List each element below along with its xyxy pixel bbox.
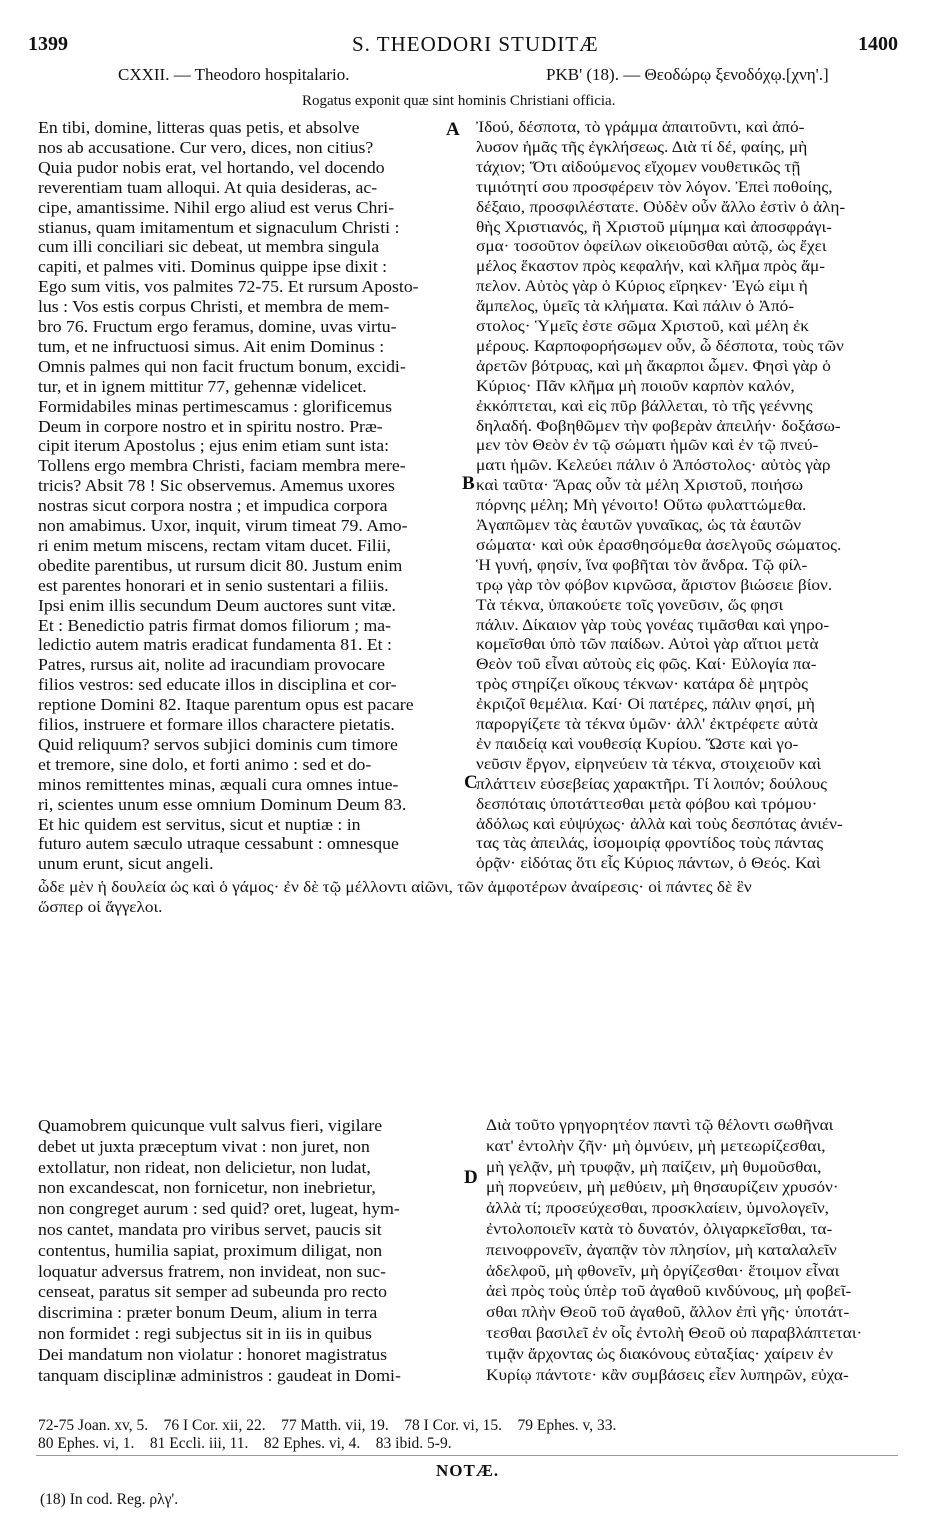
text-line: reptione Domini 82. Itaque parentum opus est pacare bbox=[38, 695, 414, 715]
text-line: reverentiam tuam alloqui. At quia desideras, ac- bbox=[38, 177, 378, 197]
page-number-right: 1400 bbox=[858, 33, 898, 55]
footnote-line: 80 Ephes. vi, 1. 81 Eccli. iii, 11. 82 Ephes. vi, 4. 83 ibid. 5-9. bbox=[38, 1435, 452, 1452]
footnote-rule bbox=[36, 1455, 898, 1456]
text-line: capiti, et palmes viti. Dominus quippe ipse dixit : bbox=[38, 257, 388, 277]
margin-marker-d: D bbox=[464, 1167, 478, 1188]
text-line: Omnis palmes qui non facit fructum bonum, excidi- bbox=[38, 356, 406, 376]
letter-heading-latin: CXXII. — Theodoro hospitalario. bbox=[118, 65, 350, 84]
text-line: cipit iterum Apostolus ; ejus enim etiam sunt ista: bbox=[38, 436, 390, 456]
text-line: καὶ ταῦτα· Ἄρας οὖν τὰ μέλη Χριστοῦ, ποιήσω bbox=[476, 477, 804, 495]
text-line: κατ' ἐντολὴν ζῆν· μὴ ὀμνύειν, μὴ μετεωρίζεσθαι, bbox=[486, 1137, 826, 1155]
text-line: et tremore, sine dolo, et forti animo : sed et do- bbox=[38, 754, 372, 774]
text-line: ἐκριζοῖ θεμέλια. Καί· Οἱ πατέρες, πάλιν φησί, μὴ bbox=[476, 696, 815, 714]
text-line: stianus, quam imitamentum et signaculum Christi : bbox=[38, 217, 400, 237]
text-line: nos ab accusatione. Cur vero, dices, non citius? bbox=[38, 137, 374, 157]
text-line: extollatur, non rideat, non delicietur, non ludat, bbox=[38, 1157, 371, 1177]
text-line: tum, et ne infructuosi simus. Ait enim Dominus : bbox=[38, 336, 385, 356]
text-line: τρὸς στηρίζει οἴκους τέκνων· κατάρα δὲ μητρὸς bbox=[476, 676, 808, 694]
text-line: Tollens ergo membra Christi, faciam membra mere- bbox=[38, 456, 406, 476]
text-line: τας τὰς ἀπειλάς, ἰσομοιρίᾳ φροντίδος τοὺς πάντας bbox=[476, 835, 824, 853]
text-line: Quamobrem quicunque vult salvus fieri, vigilare bbox=[38, 1116, 383, 1135]
text-line: μέλος ἕκαστον πρὸς κεφαλήν, καὶ κλῆμα πρὸς ἄμ- bbox=[476, 258, 826, 276]
text-line: En tibi, domine, litteras quas petis, et absolve bbox=[38, 118, 360, 137]
text-line: παροργίζετε τὰ τέκνα ὑμῶν· ἀλλ' ἐκτρέφετε αὐτὰ bbox=[476, 716, 818, 733]
text-line: Τὰ τέκνα, ὑπακούετε τοῖς γονεῦσιν, ὥς φησι bbox=[476, 596, 784, 614]
text-line: ἀδόλως καὶ εὐψύχως· ἀλλὰ καὶ τοὺς δεσπότας ἀνιέν- bbox=[476, 815, 843, 833]
text-line: debet ut juxta præceptum vivat : non juret, non bbox=[38, 1136, 370, 1156]
text-line: unum erunt, sicut angeli. bbox=[38, 854, 214, 874]
text-line: Quia pudor nobis erat, vel hortando, vel docendo bbox=[38, 157, 385, 177]
text-line: σώματα· καὶ οὐκ ἐρασθησόμεθα ἀσελγοῦς σώματος. bbox=[476, 536, 842, 554]
text-line: Ἡ γυνή, φησίν, ἵνα φοβῆται τὸν ἄνδρα. Τῷ φίλ- bbox=[476, 556, 808, 574]
text-line: nostras sicut corpora nostra ; et impudica corpora bbox=[38, 496, 388, 516]
letter-heading-greek: ΡΚΒ' (18). — Θεοδώρῳ ξενοδόχῳ.[χνη'.] bbox=[546, 65, 829, 84]
page-number-left: 1399 bbox=[28, 33, 68, 55]
text-line: contentus, humilia sapiat, proximum diligat, non bbox=[38, 1240, 383, 1260]
text-line: nos cantet, mandata pro viribus servet, paucis sit bbox=[38, 1220, 382, 1239]
text-line: ἀρετῶν βότρυας, καὶ μὴ ἄκαρποι ὦμεν. Φησὶ γὰρ ὁ bbox=[476, 357, 831, 375]
text-line: λυσον ἡμᾶς τῆς ἐγκλήσεως. Διὰ τί δέ, φαίης, μὴ bbox=[476, 138, 808, 156]
text-line: μεν τὸν Θεὸν ἐν τῷ σώματι ἡμῶν καὶ ἐν τῷ πνεύ- bbox=[476, 437, 819, 455]
letter-summary: Rogatus exponit quæ sint hominis Christiani officia. bbox=[302, 93, 616, 109]
text-line: τάχιον; Ὅτι αἰδούμενος εἴχομεν νουθετικῶς τῇ bbox=[476, 158, 801, 176]
text-line: bro 76. Fructum ergo feramus, domine, uvas virtu- bbox=[38, 317, 397, 336]
text-line: censeat, paratus sit semper ad subeunda pro recto bbox=[38, 1282, 387, 1302]
text-line: minos remittentes minas, æquali cura omnes intue- bbox=[38, 774, 399, 794]
text-line: στολος· Ὑμεῖς ἐστε σῶμα Χριστοῦ, καὶ μέλη ἐκ bbox=[476, 318, 809, 335]
text-line: Dei mandatum non violatur : honoret magistratus bbox=[38, 1344, 388, 1364]
text-line: discrimina : præter bonum Deum, alium in terra bbox=[38, 1303, 378, 1323]
running-title: S. THEODORI STUDITÆ bbox=[352, 32, 599, 56]
note-text: (18) In cod. Reg. ρλγ'. bbox=[40, 1491, 179, 1508]
text-line: Quid reliquum? servos subjici dominis cum timore bbox=[38, 734, 398, 754]
text-line: τιμᾷν ἄρχοντας ὡς διακόνους εὐταξίας· χαίρειν ἐν bbox=[486, 1345, 834, 1363]
text-line: θὴς Χριστιανός, ἢ Χριστοῦ μίμημα καὶ ἀποσφράγι- bbox=[476, 218, 832, 236]
text-line: futuro autem sæculo utraque cessabunt : omnesque bbox=[38, 834, 399, 854]
footnote-line: 72-75 Joan. xv, 5. 76 I Cor. xii, 22. 77 Matth. vii, 19. 78 I Cor. vi, 15. 79 Ephes. v, 33. bbox=[38, 1417, 617, 1434]
text-line: Deum in corpore nostro et in spiritu nostro. Præ- bbox=[38, 416, 383, 436]
text-line: non congreget aurum : sed quid? oret, lugeat, hym- bbox=[38, 1199, 400, 1219]
text-line: non amabimus. Uxor, inquit, virum timeat 79. Amo- bbox=[38, 516, 408, 535]
text-line: ἀεὶ πρὸς τοὺς ὑπὲρ τοῦ ἀγαθοῦ κινδύνους, μὴ φοβεῖ- bbox=[486, 1283, 852, 1301]
text-line: filios vestros: sed educate illos in disciplina et cor- bbox=[38, 675, 397, 695]
text-line: loquatur adversus fratrem, non invideat, non suc- bbox=[38, 1261, 387, 1281]
text-line: Θεὸν τοῦ εἶναι αὐτοὺς εἰς φῶς. Καί· Εὐλογία πα- bbox=[476, 656, 817, 674]
text-line: ὁρᾷν· εἰδότας ὅτι εἷς Κύριος πάντων, ὁ Θεός. Καὶ bbox=[476, 855, 821, 873]
text-line: Ἀγαπῶμεν τὰς ἑαυτῶν γυναῖκας, ὡς τὰ ἑαυτῶν bbox=[476, 517, 802, 534]
text-line: ἀλλὰ τί; προσεύχεσθαι, προσκλαίειν, ὑμνολογεῖν, bbox=[486, 1200, 830, 1218]
text-line: Patres, rursus ait, nolite ad iracundiam provocare bbox=[38, 655, 386, 675]
text-line: non excandescat, non fornicetur, non inebrietur, bbox=[38, 1178, 376, 1198]
text-line: lus : Vos estis corpus Christi, et membra de mem- bbox=[38, 297, 390, 317]
margin-marker-b: B bbox=[462, 473, 475, 494]
text-line: Ego sum vitis, vos palmites 72-75. Et rursum Aposto- bbox=[38, 277, 419, 297]
text-line: tur, et in ignem mittitur 77, gehennæ videlicet. bbox=[38, 376, 367, 396]
text-line: σθαι πλὴν Θεοῦ τοῦ ἀγαθοῦ, ἄλλον ἐπὶ γῆς· ὑποτάτ- bbox=[486, 1304, 850, 1322]
text-line: cum illi conciliari sic debeat, ut membra singula bbox=[38, 237, 380, 257]
text-line: tricis? Absit 78 ! Sic observemus. Amemus uxores bbox=[38, 476, 395, 496]
text-line: ὥσπερ οἱ ἄγγελοι. bbox=[38, 899, 163, 916]
text-line: Et : Benedictio patris firmat domos filiorum ; ma- bbox=[38, 615, 391, 635]
margin-marker-a: A bbox=[446, 119, 460, 140]
text-line: σμα· τοσοῦτον ὀφείλων οἰκειοῦσθαι αὐτῷ, ὡς ἔχει bbox=[476, 238, 827, 256]
text-line: ὧδε μὲν ἡ δουλεία ὡς καὶ ὁ γάμος· ἐν δὲ τῷ μέλλοντι αἰῶνι, τῶν ἀμφοτέρων ἀναίρεσις· οἱ πάντες δὲ ἓν bbox=[38, 879, 752, 896]
text-line: ri enim metum miscens, rectam vitam ducet. Filii, bbox=[38, 535, 391, 555]
text-line: Κύριος· Πᾶν κλῆμα μὴ ποιοῦν καρπὸν καλόν, bbox=[476, 377, 795, 395]
text-line: ἐν παιδείᾳ καὶ νουθεσίᾳ Κυρίου. Ὥστε καὶ γο- bbox=[476, 735, 799, 753]
notes-heading: NOTÆ. bbox=[436, 1461, 500, 1480]
text-line: filios, instruere et formare illos charactere pietatis. bbox=[38, 715, 395, 734]
text-line: ματι ἡμῶν. Κελεύει πάλιν ὁ Ἀπόστολος· αὐτὸς γὰρ bbox=[476, 457, 831, 475]
text-line: Ipsi enim illis secundum Deum auctores sunt vitæ. bbox=[38, 595, 396, 615]
text-line: δηλαδή. Φοβηθῶμεν τὴν φοβερὰν ἀπειλήν· δοξάσω- bbox=[476, 417, 841, 435]
text-line: πάλιν. Δίκαιον γὰρ τοὺς γονέας τιμᾶσθαι καὶ γηρο- bbox=[476, 616, 830, 634]
text-line: πόρνης μέλη; Μὴ γένοιτο! Οὕτω φυλαττώμεθα. bbox=[476, 497, 807, 515]
text-line: ri, scientes unum esse omnium Dominum Deum 83. bbox=[38, 794, 407, 814]
text-line: Διὰ τοῦτο γρηγορητέον παντὶ τῷ θέλοντι σωθῆναι bbox=[486, 1117, 834, 1134]
text-line: τεσθαι βασιλεῖ ἐν οἷς ἐντολὴ Θεοῦ οὐ παραβλάπτεται· bbox=[486, 1325, 863, 1342]
text-line: ἐντολοποιεῖν κατὰ τὸ δυνατόν, ὀλιγαρκεῖσθαι, τα- bbox=[486, 1221, 833, 1238]
text-line: μὴ πορνεύειν, μὴ μεθύειν, μὴ θησαυρίζειν χρυσόν· bbox=[486, 1179, 839, 1197]
text-line: cipe, amantissime. Nihil ergo aliud est verus Chri- bbox=[38, 197, 395, 217]
text-line: κομεῖσθαι ὑπὸ τῶν παίδων. Αὐτοὶ γὰρ αἴτιοι μετὰ bbox=[476, 636, 819, 654]
text-line: est parentes honorari et in senio sustentari a filiis. bbox=[38, 575, 389, 595]
text-line: νεῦσιν ἔργον, εἰρηνεύειν τὰ τέκνα, στοιχειοῦν καὶ bbox=[476, 755, 822, 773]
text-line: non formidet : regi subjectus sit in iis in quibus bbox=[38, 1324, 372, 1343]
text-line: πεινοφρονεῖν, ἀγαπᾷν τὸν πλησίον, μὴ καταλαλεῖν bbox=[486, 1241, 837, 1259]
text-line: Κυρίῳ πάντοτε· κἂν συμβάσεις εἶεν λυπηρῶν, εὐχα- bbox=[486, 1366, 849, 1384]
text-line: Ἰδού, δέσποτα, τὸ γράμμα ἀπαιτοῦντι, καὶ ἀπό- bbox=[476, 119, 805, 136]
text-line: ἐκκόπτεται, καὶ εἰς πῦρ βάλλεται, τὸ τῆς γεέννης bbox=[476, 397, 813, 415]
text-line: ἀδελφοῦ, μὴ φθονεῖν, μὴ ὀργίζεσθαι· ἕτοιμον εἶναι bbox=[486, 1262, 840, 1280]
text-line: tanquam disciplinæ administros : gaudeat in Domi- bbox=[38, 1365, 401, 1385]
text-line: μέρους. Καρποφορήσωμεν οὖν, ὦ δέσποτα, τοὺς τῶν bbox=[476, 337, 844, 355]
text-line: ἄμπελος, ὑμεῖς τὰ κλήματα. Καὶ πάλιν ὁ Ἀπό- bbox=[476, 298, 795, 316]
text-line: obedite parentibus, ut rursum dicit 80. Justum enim bbox=[38, 555, 403, 575]
text-line: Et hic quidem est servitus, sicut et nuptiæ : in bbox=[38, 814, 361, 834]
text-line: Formidabiles minas pertimescamus : glorificemus bbox=[38, 396, 392, 416]
text-line: τιμιότητί σου προσφέρειν τὸν λόγον. Ἐπεὶ ποθοίης, bbox=[476, 178, 833, 196]
text-line: τρῳ γὰρ τὸν φόβον κιρνῶσα, ἄριστον βιώσειε βίον. bbox=[476, 576, 833, 594]
text-line: μὴ γελᾷν, μὴ τρυφᾷν, μὴ παίζειν, μὴ θυμοῦσθαι, bbox=[486, 1158, 822, 1176]
text-line: πλάττειν εὐσεβείας χαρακτῆρι. Τί λοιπόν; δούλους bbox=[476, 775, 827, 793]
text-line: πελον. Αὐτὸς γὰρ ὁ Κύριος εἴρηκεν· Ἐγώ εἰμι ἡ bbox=[476, 278, 808, 296]
margin-marker-c: C bbox=[464, 772, 478, 793]
text-line: δέξαιο, προσφιλέστατε. Οὐδὲν οὖν ἄλλο ἐστὶν ὁ ἀλη- bbox=[476, 198, 846, 216]
text-line: δεσπόταις ὑποτάττεσθαι μετὰ φόβου καὶ τρόμου· bbox=[476, 795, 818, 813]
text-line: ledictio autem matris eradicat fundamenta 81. Et : bbox=[38, 635, 392, 655]
